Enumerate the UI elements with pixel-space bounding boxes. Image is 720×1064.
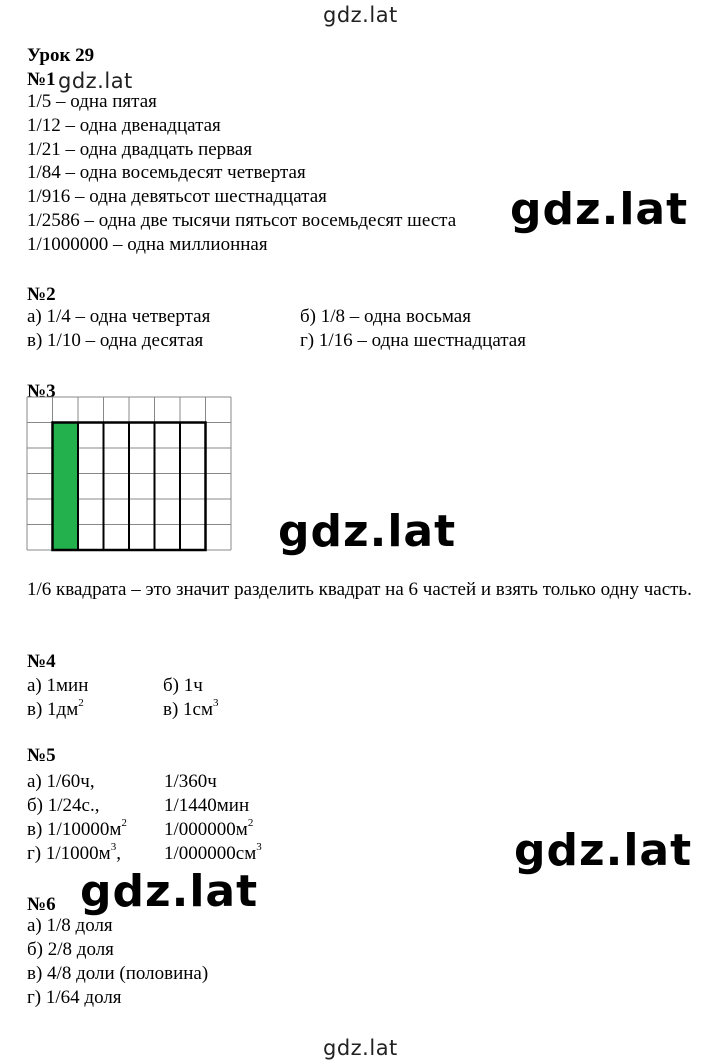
watermark-top: gdz.lat	[323, 3, 398, 27]
task3-number: №3	[27, 381, 56, 402]
task5-row4-left: г) $1/1000м^3$,	[27, 841, 121, 864]
task6-line: а) 1/8 доля	[27, 915, 113, 936]
task1-line: 1/1000000 – одна миллионная	[27, 234, 268, 255]
watermark-big-4: gdz.lat	[80, 866, 259, 917]
task4-item-b: б) 1ч	[163, 675, 203, 696]
task4-item-c: в) $1дм^2$	[27, 697, 84, 720]
task5-row1-right: 1/360ч	[164, 771, 217, 792]
task1-number: №1	[27, 69, 56, 90]
task5-row1-left: а) 1/60ч,	[27, 771, 95, 792]
task5-number: №5	[27, 745, 56, 766]
task4-item-a: а) 1мин	[27, 675, 89, 696]
task2-item-c: в) 1/10 – одна десятая	[27, 330, 204, 351]
task1-line: 1/2586 – одна две тысячи пятьсот восемьдесят шеста	[27, 210, 457, 231]
task5-row2-left: б) 1/24с.,	[27, 795, 100, 816]
shaded-sixth	[53, 423, 79, 551]
task5-row3-right: $1/000000м^2$	[164, 817, 254, 840]
task1-line: 1/21 – одна двадцать первая	[27, 139, 253, 160]
watermark-bottom: gdz.lat	[323, 1036, 398, 1060]
task4-number: №4	[27, 651, 56, 672]
watermark-big-1: gdz.lat	[510, 184, 689, 235]
task5-row2-right: 1/1440мин	[164, 795, 250, 816]
task6-line: б) 2/8 доля	[27, 939, 114, 960]
watermark-big-3: gdz.lat	[514, 825, 693, 876]
task2-item-a: а) 1/4 – одна четвертая	[27, 306, 211, 327]
task1-line: 1/84 – одна восемьдесят четвертая	[27, 162, 306, 183]
watermark-inline: gdz.lat	[58, 69, 133, 93]
task2-item-d: г) 1/16 – одна шестнадцатая	[300, 330, 526, 351]
task4-item-d: в) $1см^3$	[163, 697, 219, 720]
task1-line: 1/5 – одна пятая	[27, 91, 157, 112]
task5-row3-left: в) $1/10000м^2$	[27, 817, 127, 840]
lesson-title: Урок 29	[27, 45, 95, 66]
task2-item-b: б) 1/8 – одна восьмая	[300, 306, 471, 327]
task2-number: №2	[27, 284, 56, 305]
task6-number: №6	[27, 894, 56, 915]
task1-line: 1/916 – одна девятьсот шестнадцатая	[27, 186, 327, 207]
task5-row4-right: $1/000000см^3$	[164, 841, 262, 864]
task6-line: г) 1/64 доля	[27, 987, 122, 1008]
task1-line: 1/12 – одна двенадцатая	[27, 115, 221, 136]
fraction-grid-figure	[26, 396, 242, 564]
task6-line: в) 4/8 доли (половина)	[27, 963, 209, 984]
watermark-big-2: gdz.lat	[278, 506, 457, 557]
task3-explanation: 1/6 квадрата – это значит разделить квадрат на 6 частей и взять только одну часть.	[27, 579, 692, 600]
